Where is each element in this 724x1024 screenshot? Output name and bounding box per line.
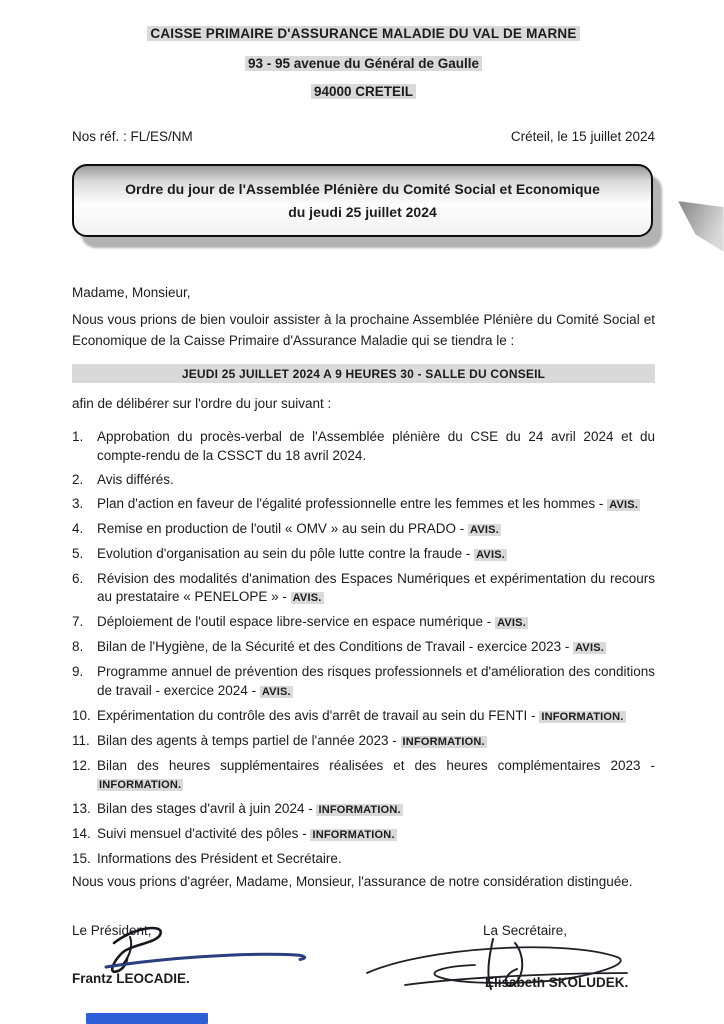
agenda-item-number: 13. <box>72 801 91 816</box>
agenda-item-number: 9. <box>72 664 84 679</box>
meeting-banner: JEUDI 25 JUILLET 2024 A 9 HEURES 30 - SALLE DU CONSEIL <box>72 364 655 383</box>
agenda-lead: afin de délibérer sur l'ordre du jour suivant : <box>72 396 332 411</box>
title-box <box>72 164 653 237</box>
agenda-item <box>72 638 655 658</box>
postal-city: 94000 CRETEIL <box>311 84 416 99</box>
agenda-item-number: 1. <box>72 429 84 444</box>
agenda-item-text: Déploiement de l'outil espace libre-service en espace numérique - <box>97 614 492 629</box>
agenda-item <box>72 707 655 727</box>
salutation: Madame, Monsieur, <box>72 285 191 300</box>
closing-paragraph: Nous vous prions d'agréer, Madame, Monsieur, l'assurance de notre considération distinguée. <box>72 874 633 889</box>
scan-shadow-artifact <box>678 200 724 252</box>
agenda-item-number: 4. <box>72 520 84 536</box>
agenda-item-tag: AVIS. <box>575 642 605 654</box>
agenda-item-text: Révision des modalités d'animation des Espaces Numériques et expérimentation du recours au prestataire « PENELOPE » - <box>97 570 655 604</box>
org-name: CAISSE PRIMAIRE D'ASSURANCE MALADIE DU VAL DE MARNE <box>147 26 579 41</box>
scan-artifact-blue-bar <box>86 1013 208 1024</box>
agenda-item <box>72 732 655 752</box>
agenda-item-tag: AVIS. <box>470 523 499 536</box>
agenda-item-number: 10. <box>72 707 91 723</box>
agenda-item-number: 12. <box>72 757 91 773</box>
agenda-item <box>72 471 655 490</box>
agenda-item <box>72 545 655 565</box>
street-address: 93 - 95 avenue du Général de Gaulle <box>245 56 482 71</box>
agenda-item <box>72 520 655 540</box>
agenda-item-text: Expérimentation du contrôle des avis d'arrêt de travail au sein du FENTI - <box>97 707 536 723</box>
agenda-item-text: Plan d'action en faveur de l'égalité professionnelle entre les femmes et les hommes - <box>97 495 604 511</box>
agenda-item <box>72 613 655 633</box>
reference-row <box>72 129 655 144</box>
dateline: Créteil, le 15 juillet 2024 <box>510 129 655 144</box>
agenda-item-tag: INFORMATION. <box>99 779 182 791</box>
agenda-item-number: 7. <box>72 614 84 629</box>
agenda-item-tag: AVIS. <box>497 617 526 629</box>
agenda-item-text: Programme annuel de prévention des risques professionnels et d'amélioration des conditions de travail - exercice 2024 - <box>97 664 655 698</box>
agenda-item-tag: AVIS. <box>476 548 506 561</box>
agenda-item <box>72 428 655 465</box>
agenda-item-tag: INFORMATION. <box>318 804 401 816</box>
agenda-item-tag: INFORMATION. <box>541 710 624 723</box>
agenda-item-text: Bilan des heures supplémentaires réalisées et des heures complémentaires 2023 - <box>97 757 655 773</box>
agenda-item-text: Bilan des stages d'avril à juin 2024 - <box>97 801 313 816</box>
president-signature-block <box>72 923 332 1024</box>
agenda-item <box>72 800 655 820</box>
secretary-role: La Secrétaire, <box>483 923 568 938</box>
agenda-item-text: Avis différés. <box>97 471 174 487</box>
agenda-item-number: 5. <box>72 545 84 561</box>
agenda-item <box>72 825 655 845</box>
title-line-2: du jeudi 25 juillet 2024 <box>288 204 437 220</box>
agenda-item-number: 15. <box>72 851 91 866</box>
agenda-item <box>72 663 655 701</box>
agenda-item <box>72 757 655 795</box>
agenda-item-tag: AVIS. <box>292 592 322 604</box>
org-name-line <box>72 26 655 41</box>
president-role: Le Président, <box>72 923 152 938</box>
agenda-item-text: Bilan de l'Hygiène, de la Sécurité et des Conditions de Travail - exercice 2023 - <box>97 639 570 654</box>
secretary-signature <box>365 933 655 1003</box>
agenda-item <box>72 495 655 515</box>
agenda-item-text: Remise en production de l'outil « OMV » au sein du PRADO - <box>97 520 465 536</box>
agenda-item-number: 8. <box>72 639 84 654</box>
agenda-item-tag: AVIS. <box>609 498 639 511</box>
agenda-item-text: Bilan des agents à temps partiel de l'année 2023 - <box>97 732 397 748</box>
agenda-list <box>72 428 655 869</box>
agenda-item-text: Informations des Président et Secrétaire. <box>97 851 342 866</box>
secretary-name: Elisabeth SKOLUDEK. <box>485 975 629 990</box>
secretary-signature-block <box>395 923 655 1024</box>
reference-number: Nos réf. : FL/ES/NM <box>72 129 193 144</box>
address-line <box>72 56 655 71</box>
intro-paragraph: Nous vous prions de bien vouloir assister à la prochaine Assemblée Plénière du Comité Social et Economique de la Caisse Primaire d'Assurance Maladie qui se tiendra le : <box>72 312 655 348</box>
agenda-item-number: 14. <box>72 826 91 841</box>
president-name: Frantz LEOCADIE. <box>72 971 190 986</box>
agenda-item-number: 3. <box>72 495 84 511</box>
agenda-item <box>72 570 655 608</box>
city-line <box>72 84 655 99</box>
agenda-item-number: 2. <box>72 471 84 487</box>
agenda-item-number: 6. <box>72 570 84 586</box>
agenda-item-text: Suivi mensuel d'activité des pôles - <box>97 826 307 841</box>
signature-row <box>72 923 655 1024</box>
agenda-item-tag: AVIS. <box>261 685 291 698</box>
agenda-item-number: 11. <box>72 732 90 748</box>
agenda-item-tag: INFORMATION. <box>312 829 395 841</box>
agenda-item-tag: INFORMATION. <box>402 735 485 748</box>
agenda-item-text: Approbation du procès-verbal de l'Assemblée plénière du CSE du 24 avril 2024 et du compte-rendu de la CSSCT du 18 avril 2024. <box>97 429 655 463</box>
agenda-item <box>72 850 655 869</box>
title-line-1: Ordre du jour de l'Assemblée Plénière du Comité Social et Economique <box>125 181 600 197</box>
agenda-item-text: Evolution d'organisation au sein du pôle lutte contre la fraude - <box>97 545 471 561</box>
